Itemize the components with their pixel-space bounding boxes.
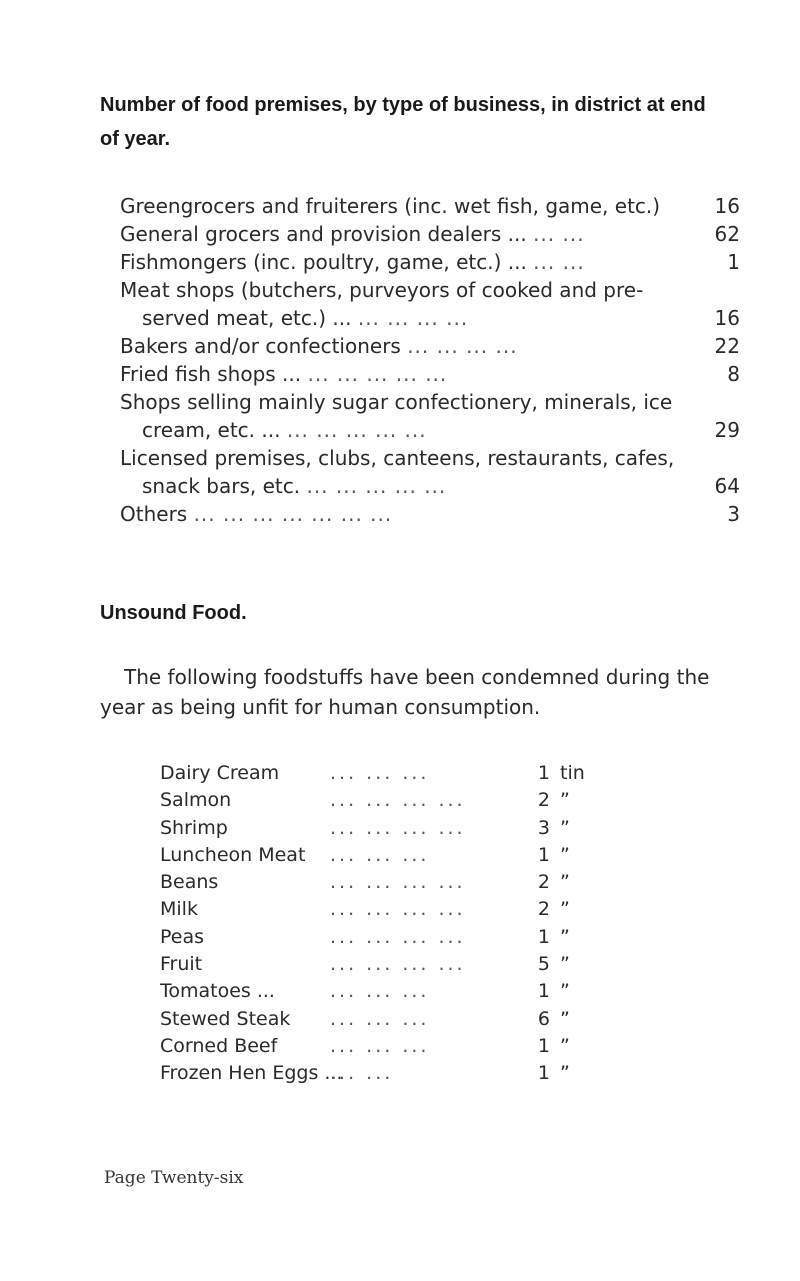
food-name: Corned Beef	[160, 1034, 278, 1057]
condemned-food-row	[160, 787, 640, 814]
premises-heading-line2: of year.	[100, 128, 171, 150]
premises-count: 3	[727, 502, 740, 526]
leader-dots: ... ...	[330, 1062, 394, 1085]
unsound-food-intro: The following foodstuffs have been condemned during the year as being unfit for human consumption.	[100, 665, 710, 719]
food-quantity: 1	[537, 1034, 550, 1057]
condemned-food-row	[160, 978, 640, 1005]
premises-row	[120, 444, 740, 500]
leader-dots: ... ... ... ...	[407, 334, 518, 358]
food-name: Shrimp	[160, 816, 228, 839]
leader-dots: ... ... ...	[330, 1034, 430, 1057]
premises-heading	[100, 88, 740, 156]
premises-type-label-cont-text: snack bars, etc.	[142, 474, 301, 498]
leader-dots: ... ... ... ...	[330, 953, 466, 976]
food-quantity: 1	[537, 843, 550, 866]
premises-count: 29	[714, 418, 740, 442]
food-unit: ”	[560, 789, 570, 812]
food-unit: ”	[560, 925, 570, 948]
food-quantity: 5	[537, 953, 550, 976]
food-quantity: 2	[537, 871, 550, 894]
condemned-food-row	[160, 760, 640, 787]
leader-dots: ... ...	[533, 222, 585, 246]
food-name: Beans	[160, 871, 219, 894]
food-quantity: 1	[537, 1062, 550, 1085]
leader-dots: ... ... ... ...	[357, 306, 469, 330]
food-quantity: 3	[537, 816, 550, 839]
premises-type-label-continued	[120, 304, 680, 332]
premises-count: 1	[727, 250, 740, 274]
food-name: Frozen Hen Eggs ...	[160, 1062, 343, 1085]
food-unit: ”	[560, 843, 570, 866]
leader-dots: ... ... ...	[330, 980, 430, 1003]
premises-row	[120, 360, 740, 388]
premises-type-label: Greengrocers and fruiterers (inc. wet fish, game, etc.)	[120, 194, 661, 218]
leader-dots: ... ... ... ...	[330, 789, 466, 812]
food-unit: tin	[560, 762, 585, 784]
premises-row	[120, 332, 740, 360]
leader-dots: ... ... ... ...	[330, 925, 466, 948]
premises-heading-line1: Number of food premises, by type of business, in district at end	[100, 94, 706, 116]
premises-row	[120, 388, 740, 444]
food-quantity: 1	[537, 925, 550, 948]
condemned-food-row	[160, 896, 640, 923]
food-quantity: 2	[537, 789, 550, 812]
premises-type-label: Others	[120, 502, 188, 526]
food-name: Salmon	[160, 789, 232, 812]
premises-type-label: Licensed premises, clubs, canteens, restaurants, cafes,	[120, 446, 675, 470]
food-unit: ”	[560, 1034, 570, 1057]
premises-type-label: Bakers and/or confectioners	[120, 334, 401, 358]
food-name: Peas	[160, 925, 205, 948]
premises-row	[120, 192, 740, 220]
premises-count: 8	[727, 362, 740, 386]
food-quantity: 1	[537, 980, 550, 1003]
food-quantity: 1	[537, 762, 550, 784]
food-name: Stewed Steak	[160, 1007, 291, 1030]
premises-count: 62	[714, 222, 740, 246]
condemned-food-row	[160, 1033, 640, 1060]
condemned-food-row	[160, 842, 640, 869]
premises-type-label-cont-text: served meat, etc.) ...	[142, 306, 352, 330]
premises-type-label-continued	[120, 416, 680, 444]
leader-dots: ... ... ...	[330, 1007, 430, 1030]
condemned-food-list	[160, 760, 640, 1088]
food-name: Luncheon Meat	[160, 843, 306, 866]
premises-list	[120, 192, 740, 528]
premises-type-label: General grocers and provision dealers ...	[120, 222, 527, 246]
premises-type-label: Fishmongers (inc. poultry, game, etc.) ...	[120, 250, 527, 274]
leader-dots: ... ... ... ...	[330, 871, 466, 894]
food-quantity: 2	[537, 898, 550, 921]
food-unit: ”	[560, 898, 570, 921]
page-number-footer: Page Twenty-six	[104, 1168, 244, 1188]
premises-type-label-continued	[120, 472, 680, 500]
food-unit: ”	[560, 871, 570, 894]
leader-dots: ... ... ... ... ...	[306, 474, 447, 498]
leader-dots: ... ... ...	[330, 762, 430, 784]
food-unit: ”	[560, 953, 570, 976]
food-name: Dairy Cream	[160, 762, 280, 784]
food-unit: ”	[560, 1007, 570, 1030]
premises-row	[120, 248, 740, 276]
premises-type-label-cont-text: cream, etc. ...	[142, 418, 281, 442]
premises-row	[120, 220, 740, 248]
premises-count: 16	[714, 306, 740, 330]
premises-type-label: Meat shops (butchers, purveyors of cooked and pre-	[120, 278, 644, 302]
premises-row	[120, 276, 740, 332]
food-unit: ”	[560, 1062, 570, 1085]
condemned-food-row	[160, 815, 640, 842]
leader-dots: ... ... ...	[330, 843, 430, 866]
leader-dots: ... ...	[533, 250, 585, 274]
food-name: Milk	[160, 898, 198, 921]
premises-row	[120, 500, 740, 528]
food-quantity: 6	[537, 1007, 550, 1030]
food-name: Tomatoes ...	[160, 980, 275, 1003]
premises-type-label: Fried fish shops ...	[120, 362, 302, 386]
premises-type-label: Shops selling mainly sugar confectionery, minerals, ice	[120, 390, 673, 414]
condemned-food-row	[160, 951, 640, 978]
leader-dots: ... ... ... ... ...	[307, 362, 448, 386]
premises-count: 16	[714, 194, 740, 218]
premises-count: 64	[714, 474, 740, 498]
food-name: Fruit	[160, 953, 203, 976]
premises-count: 22	[714, 334, 740, 358]
food-unit: ”	[560, 816, 570, 839]
leader-dots: ... ... ... ...	[330, 816, 466, 839]
condemned-food-row	[160, 1060, 640, 1087]
food-unit: ”	[560, 980, 570, 1003]
condemned-food-row	[160, 1006, 640, 1033]
condemned-food-row	[160, 869, 640, 896]
unsound-food-heading: Unsound Food.	[100, 602, 247, 624]
condemned-food-row	[160, 924, 640, 951]
leader-dots: ... ... ... ... ...	[286, 418, 427, 442]
leader-dots: ... ... ... ... ... ... ...	[193, 502, 393, 526]
leader-dots: ... ... ... ...	[330, 898, 466, 921]
